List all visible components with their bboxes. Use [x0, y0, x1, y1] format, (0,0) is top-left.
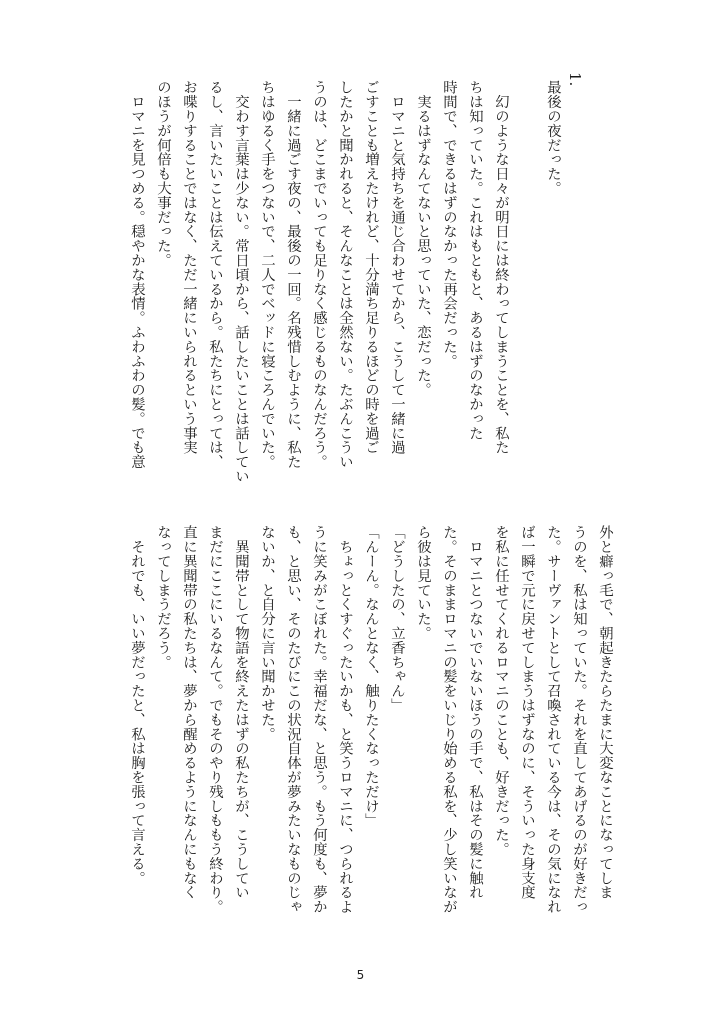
- text-column: た。そのままロマニの髪をいじり始める私を、少し笑いなが: [441, 525, 457, 914]
- text-column: [514, 80, 540, 500]
- text-block-lower: [124, 525, 618, 945]
- text-column: ら彼は見ていた。: [415, 525, 431, 641]
- text-column: 一緒に過ごす夜の、最後の一回。名残惜しむように、私た: [285, 80, 301, 469]
- text-column: も、と思い、そのたびにこの状況自体が夢みたいなものじゃ: [285, 525, 301, 914]
- text-column: 幻のような日々が明日には終わってしまうことを、私た: [493, 80, 509, 455]
- text-column: 直に異聞帯の私たちは、夢から醒めるようになんにもなく: [181, 525, 197, 900]
- text-column: ちは知っていた。これはもともと、あるはずのなかった: [467, 80, 483, 440]
- text-column: を私に任せてくれるロマニのことも、好きだった。: [493, 525, 509, 857]
- text-column: ロマニと気持ちを通じ合わせてから、こうして一緒に過: [389, 80, 405, 455]
- text-column: た。サーヴァントとして召喚されている今は、その気になれ: [545, 525, 561, 914]
- text-column: それでも、いい夢だったと、私は胸を張って言える。: [129, 525, 145, 885]
- text-column: ちょっとくすぐったいかも、と笑うロマニに、つられるよ: [337, 525, 353, 914]
- text-column: うのは、どこまでいっても足りなく感じるものなんだろう。: [311, 80, 327, 469]
- text-column: ロマニを見つめる。穏やかな表情。ふわふわの髪。でも意: [129, 80, 145, 469]
- text-column: うに笑みがこぼれた。幸福だな、と思う。もう何度も、夢か: [311, 525, 327, 914]
- text-column: 時間で、できるはずのなかった再会だった。: [441, 80, 457, 368]
- text-column: したかと聞かれると、そんなことは全然ない。たぶんこうい: [337, 80, 353, 469]
- text-block-upper: [124, 80, 592, 500]
- text-column: ごすことも増えたけれど、十分満ち足りるほどの時を過ご: [363, 80, 379, 455]
- page-number: 5: [356, 968, 365, 982]
- chapter-number: 1.: [566, 72, 584, 87]
- text-column: なってしまうだろう。: [155, 525, 171, 669]
- text-column: るし、言いたいことは伝えているから。私たちにとっては、: [207, 80, 223, 469]
- text-column: [566, 80, 592, 500]
- text-column: 交わす言葉は少ない。常日頃から、話したいことは話してい: [233, 80, 249, 484]
- text-column: ちはゆるく手をつないで、二人でベッドに寝ころんでいた。: [259, 80, 275, 469]
- text-column: 「どうしたの、立香ちゃん」: [389, 525, 405, 713]
- text-column: 異聞帯として物語を終えたはずの私たちが、こうしてい: [233, 525, 249, 900]
- text-column: のほうが何倍も大事だった。: [155, 80, 171, 268]
- text-column: ないか、と自分に言い聞かせた。: [259, 525, 275, 741]
- text-column: 実るはずなんてないと思っていた、恋だった。: [415, 80, 431, 397]
- text-column: ロマニとつないでいないほうの手で、私はその髪に触れ: [467, 525, 483, 900]
- text-column: ば一瞬で元に戻せてしまうはずなのに、そういった身支度: [519, 525, 535, 900]
- text-column: まだにここにいるなんて。でもそのやり残しももう終わり。: [207, 525, 223, 914]
- text-column: うのを、私は知っていた。それを直してあげるのが好きだっ: [571, 525, 587, 914]
- text-column: 最後の夜だった。: [545, 80, 561, 196]
- text-column: 外と癖っ毛で、朝起きたらたまに大変なことになってしま: [597, 525, 613, 900]
- text-column: お喋りすることではなく、ただ一緒にいられるという事実: [181, 80, 197, 455]
- text-column: 「んーん。なんとなく、触りたくなっただけ」: [363, 525, 379, 828]
